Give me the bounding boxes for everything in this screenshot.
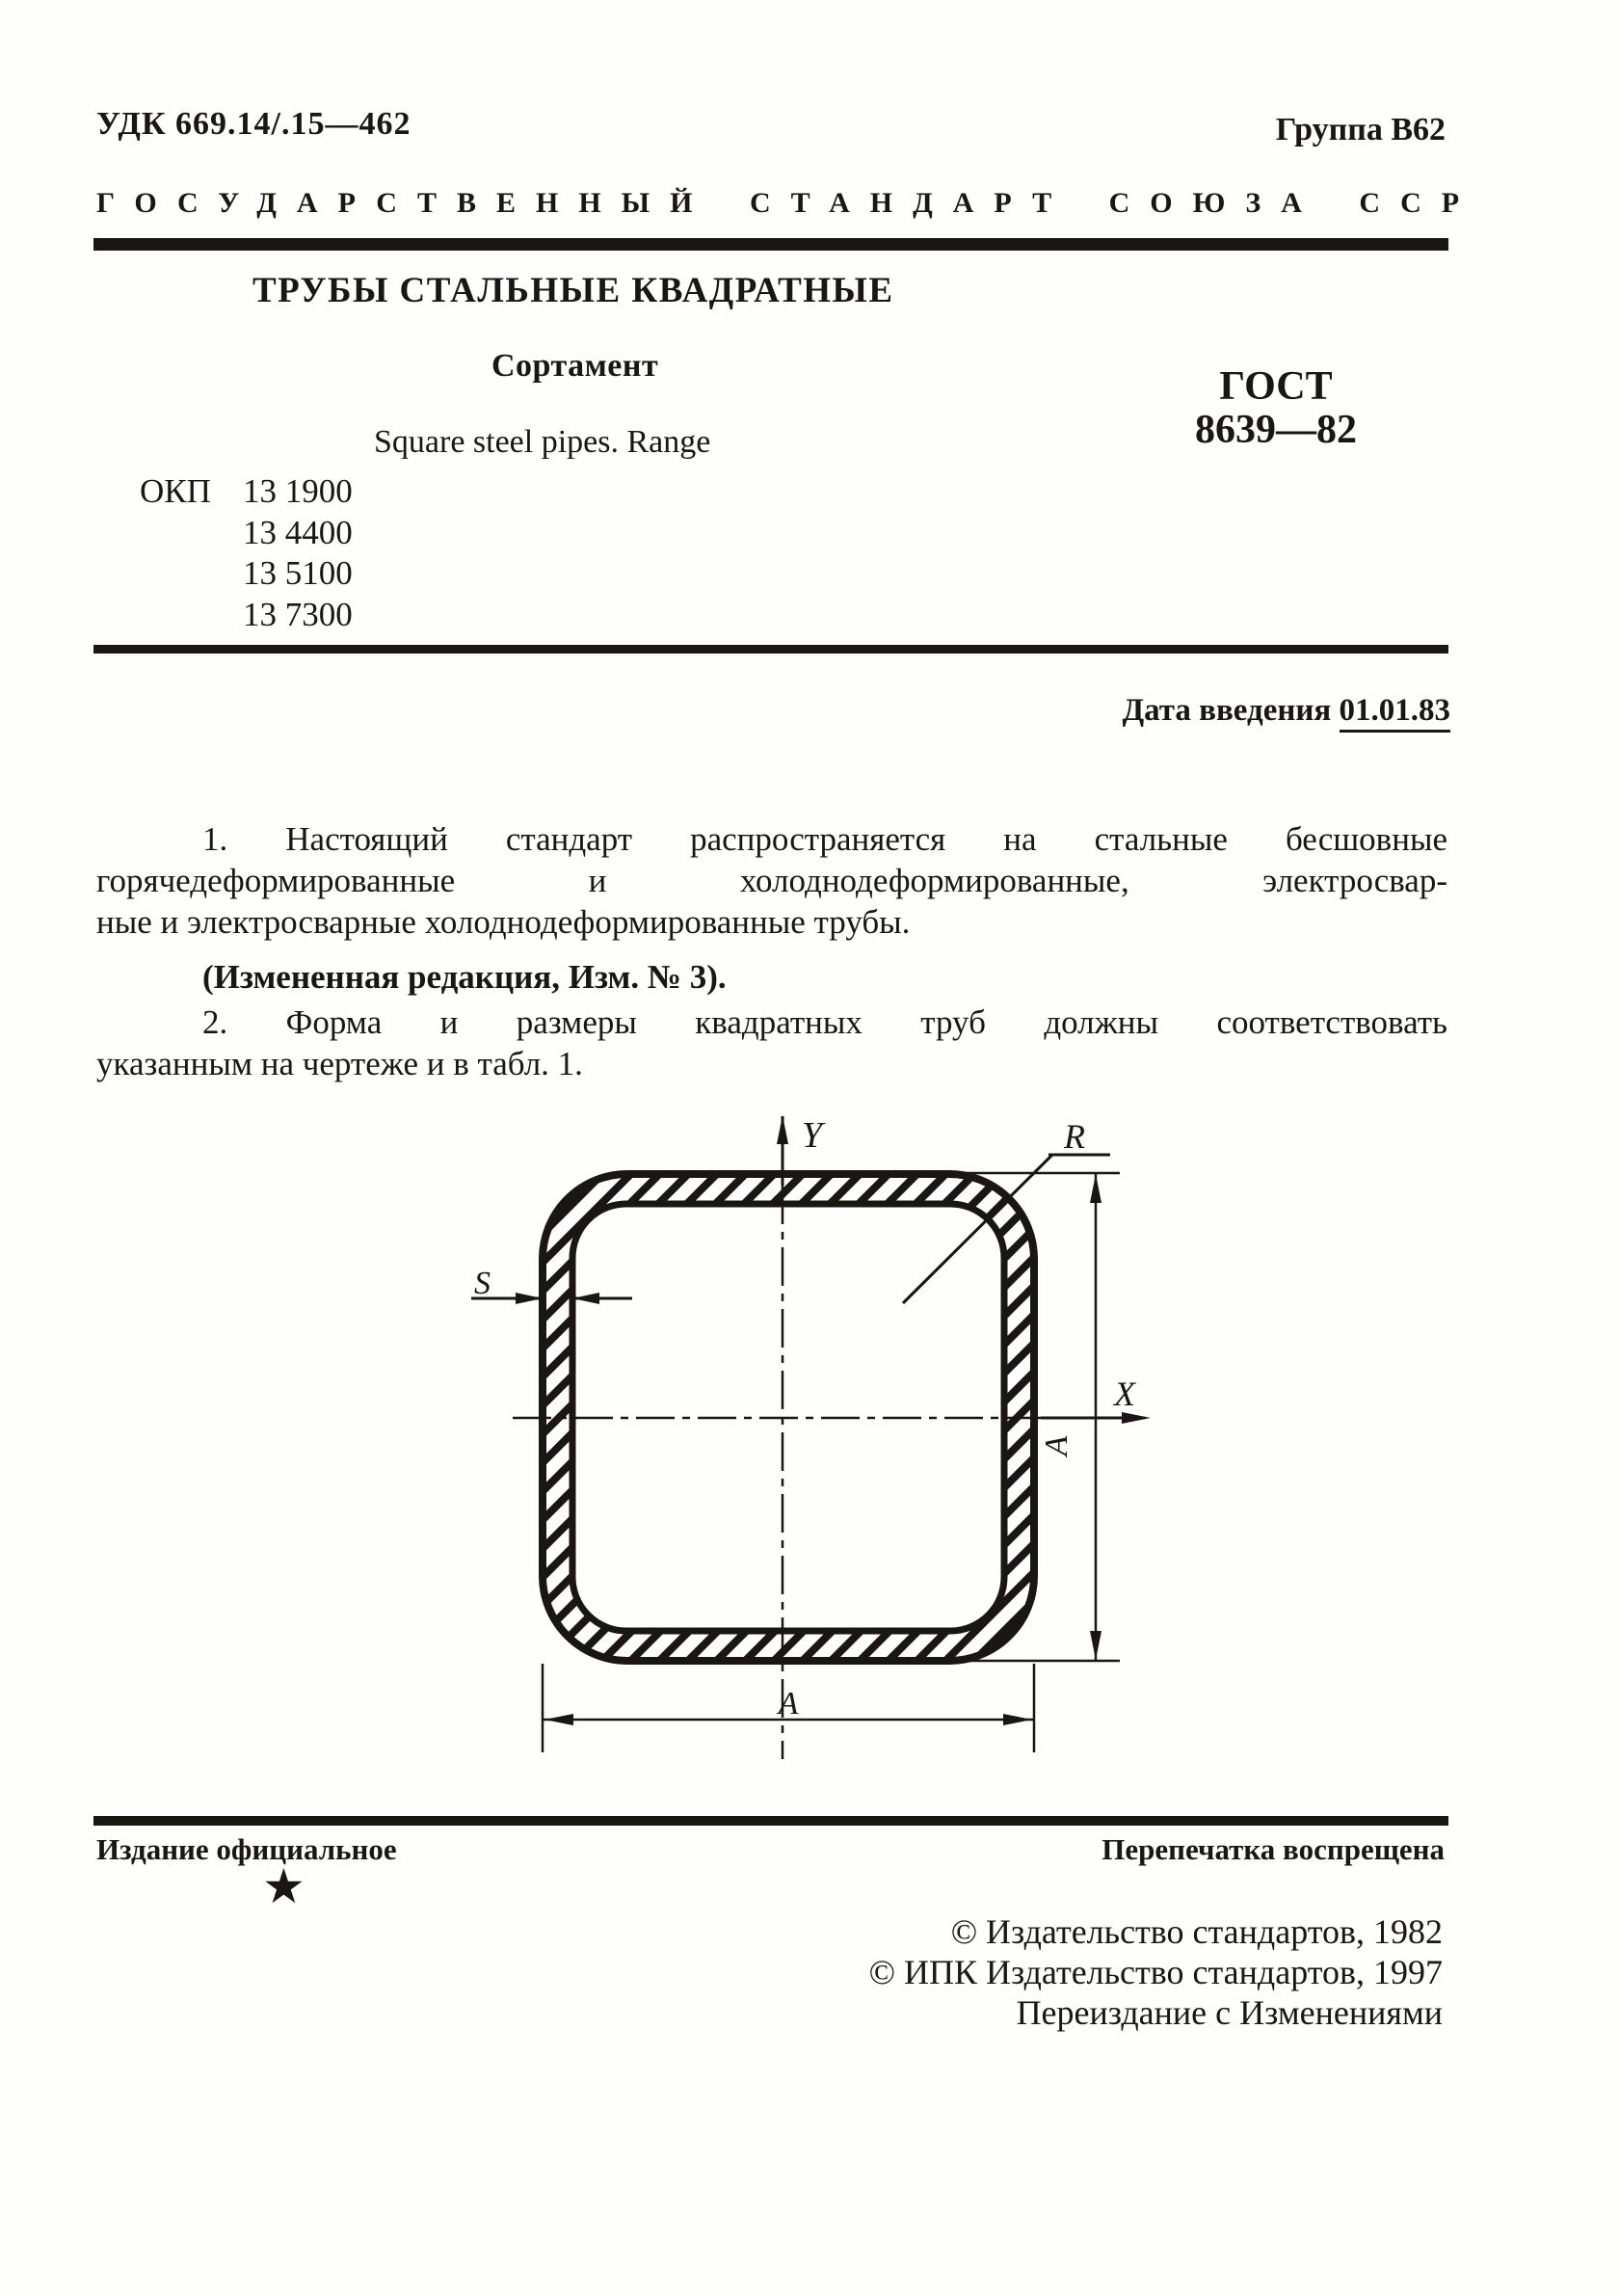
header-rule bbox=[93, 238, 1448, 251]
paragraph-2-line-2: указанным на чертеже и в табл. 1. bbox=[96, 1045, 583, 1082]
vertical-dim-arrow-bottom bbox=[1090, 1631, 1101, 1660]
side-dimension-label-horizontal: A bbox=[778, 1686, 799, 1722]
pipe-cross-section-drawing bbox=[424, 1089, 1176, 1764]
okp-row bbox=[140, 471, 353, 513]
okp-code: 13 1900 bbox=[243, 472, 353, 510]
star-icon: ★ bbox=[262, 1859, 305, 1913]
okp-code-list bbox=[140, 471, 353, 636]
effective-date-line bbox=[1122, 693, 1450, 729]
udk-classifier: УДК 669.14/.15—462 bbox=[96, 106, 411, 142]
document-subtitle-english: Square steel pipes. Range bbox=[374, 424, 711, 460]
reissue-note: Переиздание с Изменениями bbox=[1016, 1993, 1443, 2032]
okp-code: 13 5100 bbox=[243, 554, 353, 593]
title-block-rule bbox=[93, 645, 1448, 654]
paragraph-2-line-1: 2. Форма и размеры квадратных труб должны соответствовать bbox=[202, 1003, 1447, 1041]
state-standard-header: ГОСУДАРСТВЕННЫЙ СТАНДАРТ СОЮЗА ССР bbox=[96, 187, 1480, 219]
okp-row bbox=[140, 513, 353, 554]
group-code: Группа В62 bbox=[1275, 112, 1446, 147]
gost-number: 8639—82 bbox=[1195, 408, 1357, 452]
document-title: ТРУБЫ СТАЛЬНЫЕ КВАДРАТНЫЕ bbox=[252, 271, 894, 310]
effective-date-label: Дата введения bbox=[1122, 693, 1332, 728]
x-axis-label: X bbox=[1114, 1375, 1135, 1413]
amendment-note: (Измененная редакция, Изм. № 3). bbox=[202, 958, 727, 996]
horizontal-dim-arrow-left bbox=[544, 1714, 573, 1725]
gost-label: ГОСТ bbox=[1219, 364, 1333, 409]
paragraph-1-line-2: горячедеформированные и холоднодеформированные, электросвар- bbox=[96, 862, 1447, 899]
gost-designation bbox=[1156, 365, 1395, 452]
copyright-block bbox=[869, 1911, 1443, 2033]
footer-rule bbox=[93, 1816, 1448, 1826]
body-text bbox=[96, 818, 1447, 1084]
document-subtitle: Сортамент bbox=[491, 348, 659, 384]
y-axis-arrowhead bbox=[777, 1115, 788, 1144]
effective-date-value: 01.01.83 bbox=[1340, 693, 1451, 733]
vertical-dim-arrow-top bbox=[1090, 1174, 1101, 1203]
x-axis-arrowhead bbox=[1122, 1412, 1151, 1424]
thickness-arrow-outer-head bbox=[516, 1293, 543, 1304]
side-dimension-label-vertical: A bbox=[1039, 1435, 1075, 1456]
reprint-prohibited-label: Перепечатка воспрещена bbox=[1101, 1832, 1445, 1866]
okp-row bbox=[140, 553, 353, 595]
wall-thickness-label: S bbox=[474, 1266, 491, 1301]
okp-code: 13 7300 bbox=[243, 596, 353, 634]
copyright-1982: © Издательство стандартов, 1982 bbox=[950, 1912, 1443, 1951]
okp-label: ОКП bbox=[140, 472, 211, 510]
horizontal-dim-arrow-right bbox=[1003, 1714, 1032, 1725]
okp-code: 13 4400 bbox=[243, 513, 353, 551]
thickness-arrow-inner-head bbox=[572, 1293, 599, 1304]
corner-radius-label: R bbox=[1064, 1117, 1085, 1156]
copyright-1997: © ИПК Издательство стандартов, 1997 bbox=[868, 1953, 1443, 1991]
paragraph-1-line-3: ные и электросварные холоднодеформированные трубы. bbox=[96, 903, 911, 941]
okp-row bbox=[140, 595, 353, 636]
official-edition-label: Издание официальное bbox=[96, 1832, 397, 1866]
paragraph-1-line-1: 1. Настоящий стандарт распространяется на стальные бесшовные bbox=[202, 820, 1447, 858]
y-axis-label: Y bbox=[802, 1115, 823, 1156]
